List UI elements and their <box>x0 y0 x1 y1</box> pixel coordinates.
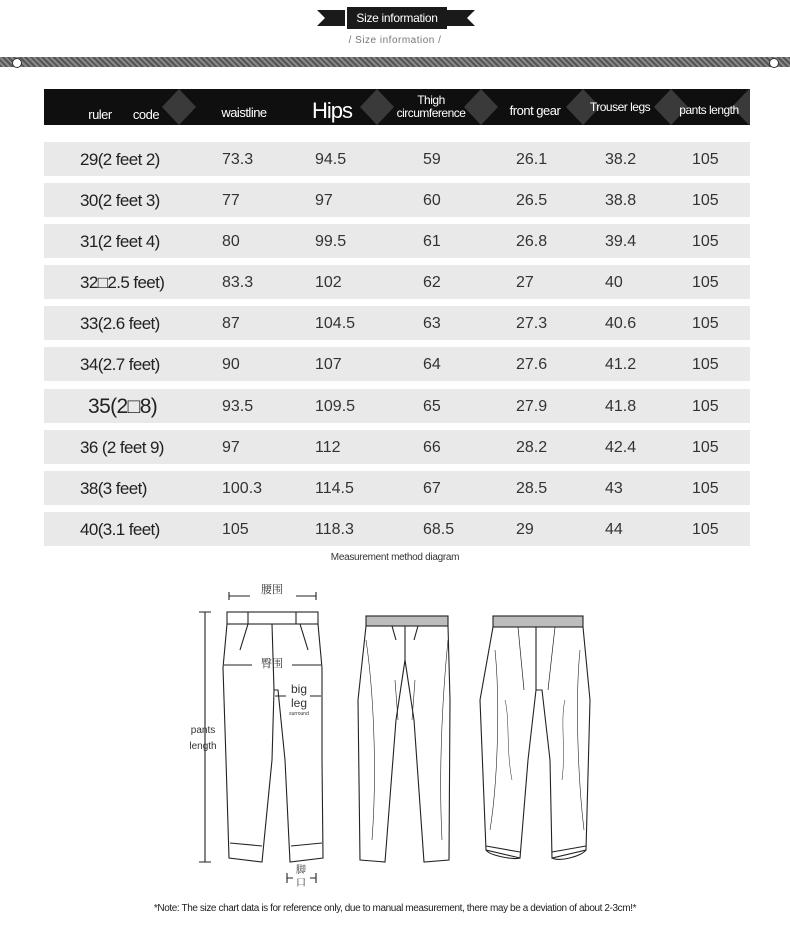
size-code-cell: 38(3 feet) <box>80 479 147 498</box>
measurement-cell: 27.3 <box>516 315 548 332</box>
page-subtitle: / Size information / <box>348 35 442 46</box>
measurement-cell: 94.5 <box>315 151 347 168</box>
measurement-cell: 77 <box>222 192 240 209</box>
measurement-cell: 100.3 <box>222 480 263 497</box>
measurement-cell: 90 <box>222 356 240 373</box>
size-code-cell: 35(2□8) <box>88 395 158 418</box>
measurement-cell: 112 <box>315 439 341 456</box>
measurement-cell: 64 <box>423 356 441 373</box>
col-header-ruler: ruler <box>88 107 112 122</box>
measurement-cell: 27.6 <box>516 356 548 373</box>
col-header-hips: Hips <box>311 98 352 123</box>
measurement-cell: 105 <box>692 151 719 168</box>
col-header-waistline: waistline <box>221 105 267 120</box>
measurement-cell: 28.2 <box>516 439 548 456</box>
measurement-cell: 107 <box>315 356 342 373</box>
measurement-cell: 26.8 <box>516 233 548 250</box>
length-label-line2: length <box>189 741 217 752</box>
measurement-cell: 40.6 <box>605 315 637 332</box>
measurement-cell: 73.3 <box>222 151 254 168</box>
size-code-cell: 30(2 feet 3) <box>80 191 160 210</box>
measurement-cell: 40 <box>605 274 623 291</box>
measurement-cell: 67 <box>423 480 441 497</box>
thigh-label-line2: leg <box>290 696 307 710</box>
waist-label: 腰围 <box>261 584 283 596</box>
measurement-cell: 44 <box>605 521 623 538</box>
measurement-cell: 27.9 <box>516 398 548 415</box>
hip-label: 臀围 <box>261 658 283 670</box>
measurement-cell: 83.3 <box>222 274 254 291</box>
measurement-cell: 66 <box>423 439 441 456</box>
footnote: *Note: The size chart data is for reference only, due to manual measurement, there may be a deviation of about 2-3cm!* <box>153 903 637 914</box>
measurement-cell: 114.5 <box>315 480 354 497</box>
measurement-cell: 105 <box>692 274 719 291</box>
measurement-cell: 29 <box>516 521 534 538</box>
measurement-cell: 41.8 <box>605 398 637 415</box>
measurement-cell: 97 <box>222 439 240 456</box>
col-header-pants-length: pants length <box>679 102 739 117</box>
size-code-cell: 33(2.6 feet) <box>80 314 160 333</box>
measurement-cell: 99.5 <box>315 233 347 250</box>
measurement-cell: 41.2 <box>605 356 637 373</box>
measurement-cell: 62 <box>423 274 441 291</box>
pants-back-outline-icon <box>358 616 450 862</box>
measurement-cell: 39.4 <box>605 233 637 250</box>
size-code-cell: 29(2 feet 2) <box>80 150 160 169</box>
measurement-cell: 65 <box>423 398 441 415</box>
measurement-cell: 105 <box>692 521 719 538</box>
measurement-cell: 105 <box>692 480 719 497</box>
measurement-cell: 118.3 <box>315 521 354 538</box>
thigh-label-line3: surround <box>289 711 309 717</box>
size-code-cell: 36 (2 feet 9) <box>80 438 164 457</box>
measurement-cell: 105 <box>692 315 719 332</box>
measurement-cell: 26.1 <box>516 151 548 168</box>
measurement-cell: 105 <box>222 521 249 538</box>
measurement-cell: 105 <box>692 398 719 415</box>
length-label-line1: pants <box>190 725 216 736</box>
thigh-label-line1: big <box>290 682 307 696</box>
measurement-cell: 105 <box>692 192 719 209</box>
measurement-cell: 26.5 <box>516 192 548 209</box>
measurement-cell: 42.4 <box>605 439 637 456</box>
pants-front-outline-icon <box>223 612 323 862</box>
measurement-cell: 109.5 <box>315 398 356 415</box>
page-title: Size information <box>347 7 447 29</box>
col-header-thigh: Thigh circumference <box>396 93 466 120</box>
size-code-cell: 32□2.5 feet) <box>80 273 165 292</box>
measurement-cell: 93.5 <box>222 398 254 415</box>
measurement-cell: 105 <box>692 233 719 250</box>
col-header-code: code <box>132 107 160 122</box>
diagram-title: Measurement method diagram <box>330 552 460 563</box>
measurement-cell: 87 <box>222 315 240 332</box>
measurement-cell: 105 <box>692 439 719 456</box>
measurement-cell: 60 <box>423 192 441 209</box>
measurement-cell: 97 <box>315 192 333 209</box>
pants-side-outline-icon <box>480 616 590 859</box>
length-measure-line <box>199 612 211 862</box>
measurement-cell: 61 <box>423 233 441 250</box>
measurement-cell: 38.8 <box>605 192 637 209</box>
hem-label-line1: 脚 <box>296 865 306 876</box>
measurement-cell: 38.2 <box>605 151 637 168</box>
measurement-cell: 28.5 <box>516 480 548 497</box>
size-code-cell: 34(2.7 feet) <box>80 355 160 374</box>
hem-label-line2: 口 <box>296 878 306 889</box>
measurement-cell: 80 <box>222 233 240 250</box>
measurement-cell: 104.5 <box>315 315 356 332</box>
measurement-cell: 102 <box>315 274 342 291</box>
measurement-cell: 105 <box>692 356 719 373</box>
col-header-front-gear: front gear <box>509 103 561 118</box>
measurement-cell: 59 <box>423 151 441 168</box>
size-code-cell: 40(3.1 feet) <box>80 520 160 539</box>
size-code-cell: 31(2 feet 4) <box>80 232 160 251</box>
measurement-cell: 27 <box>516 274 534 291</box>
measurement-cell: 63 <box>423 315 441 332</box>
measurement-cell: 68.5 <box>423 521 455 538</box>
measurement-cell: 43 <box>605 480 623 497</box>
col-header-trouser-legs: Trouser legs <box>589 99 651 114</box>
